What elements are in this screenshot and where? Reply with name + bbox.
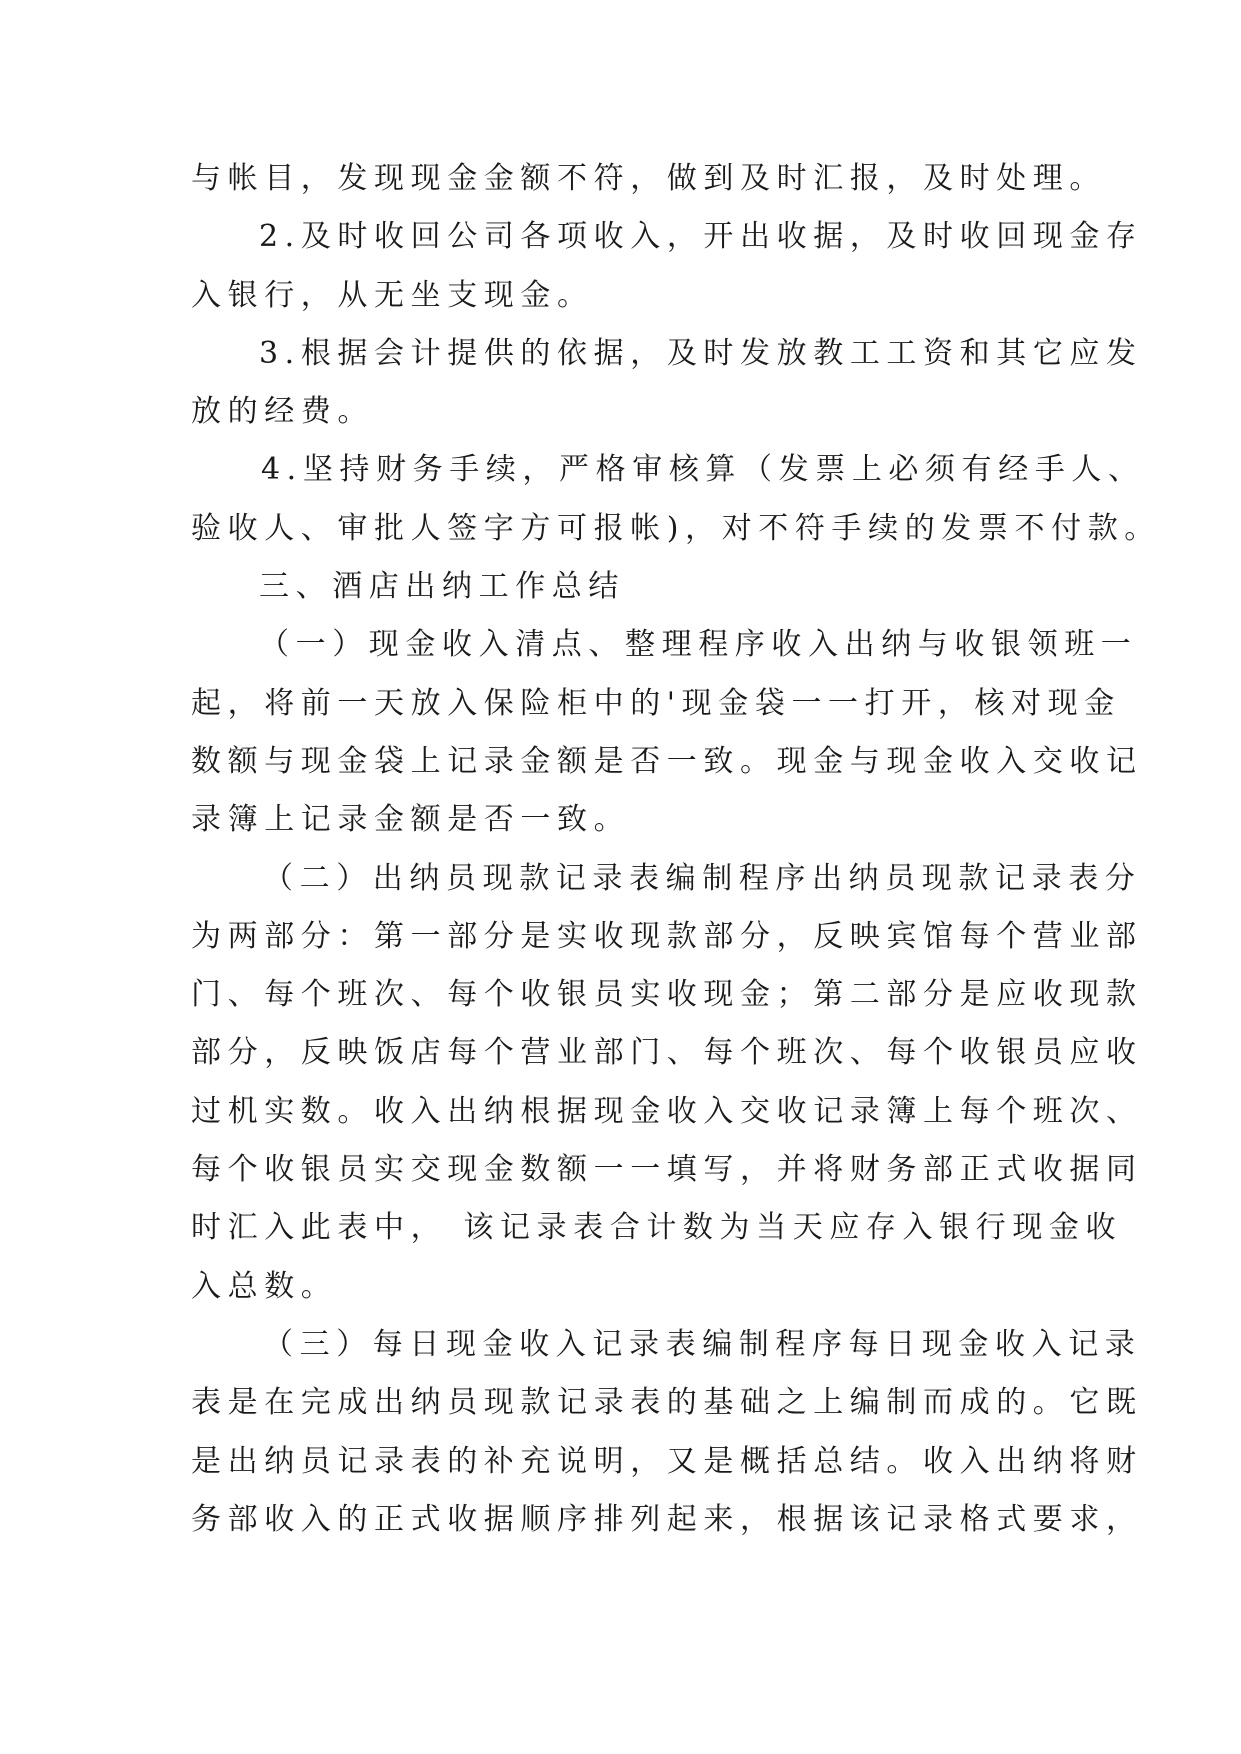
text-line: 时汇入此表中， 该记录表合计数为当天应存入银行现金收	[191, 1210, 1123, 1246]
text-line: 门、每个班次、每个收银员实收现金；第二部分是应收现款	[191, 977, 1143, 1013]
section-heading-hotel-cashier	[191, 558, 1061, 616]
text-line: （三）每日现金收入记录表编制程序每日现金收入记录	[263, 1326, 1142, 1362]
text-line: 入总数。	[191, 1268, 338, 1304]
text-line: 过机实数。收入出纳根据现金收入交收记录簿上每个班次、	[191, 1093, 1143, 1129]
text-line: 4.坚持财务手续，严格审核算（发票上必须有经手人、	[261, 452, 1145, 488]
text-line: 录簿上记录金额是否一致。	[191, 802, 631, 838]
paragraph-item-4	[191, 441, 1161, 558]
text-line: 是出纳员记录表的补充说明，又是概括总结。收入出纳将财	[191, 1443, 1143, 1479]
text-line: 每个收银员实交现金数额一一填写，并将财务部正式收据同	[191, 1152, 1143, 1188]
text-line: 数额与现金袋上记录金额是否一致。现金与现金收入交收记	[191, 743, 1143, 779]
paragraph-subsection-1	[191, 616, 1143, 849]
paragraph-subsection-3	[191, 1316, 1143, 1549]
paragraph-item-2	[191, 208, 1143, 325]
text-line: 入银行，从无坐支现金。	[191, 277, 594, 313]
text-line: （二）出纳员现款记录表编制程序出纳员现款记录表分	[263, 860, 1142, 896]
text-line: 3.根据会计提供的依据，及时发放教工工资和其它应发	[259, 335, 1143, 371]
text-line: 务部收入的正式收据顺序排列起来，根据该记录格式要求，	[191, 1501, 1143, 1537]
text-line: 为两部分：第一部分是实收现款部分，反映宾馆每个营业部	[191, 918, 1143, 954]
text-line: （一）现金收入清点、整理程序收入出纳与收银领班一	[259, 627, 1138, 663]
text-line: 验收人、审批人签字方可报帐)，对不符手续的发票不付款。	[191, 510, 1161, 546]
paragraph-cash-check-end	[191, 150, 1106, 208]
paragraph-item-3	[191, 325, 1143, 442]
text-line: 与帐目，发现现金金额不符，做到及时汇报，及时处理。	[191, 161, 1106, 196]
section-heading: 三、酒店出纳工作总结	[259, 569, 625, 605]
text-line: 部分，反映饭店每个营业部门、每个班次、每个收银员应收	[191, 1035, 1143, 1071]
text-line: 放的经费。	[191, 394, 374, 430]
document-body	[191, 150, 1161, 1549]
text-line: 起，将前一天放入保险柜中的'现金袋一一打开，核对现金	[191, 685, 1121, 721]
text-line: 表是在完成出纳员现款记录表的基础之上编制而成的。它既	[191, 1385, 1143, 1421]
paragraph-subsection-2	[191, 850, 1143, 1316]
text-line: 2.及时收回公司各项收入，开出收据，及时收回现金存	[259, 219, 1143, 255]
